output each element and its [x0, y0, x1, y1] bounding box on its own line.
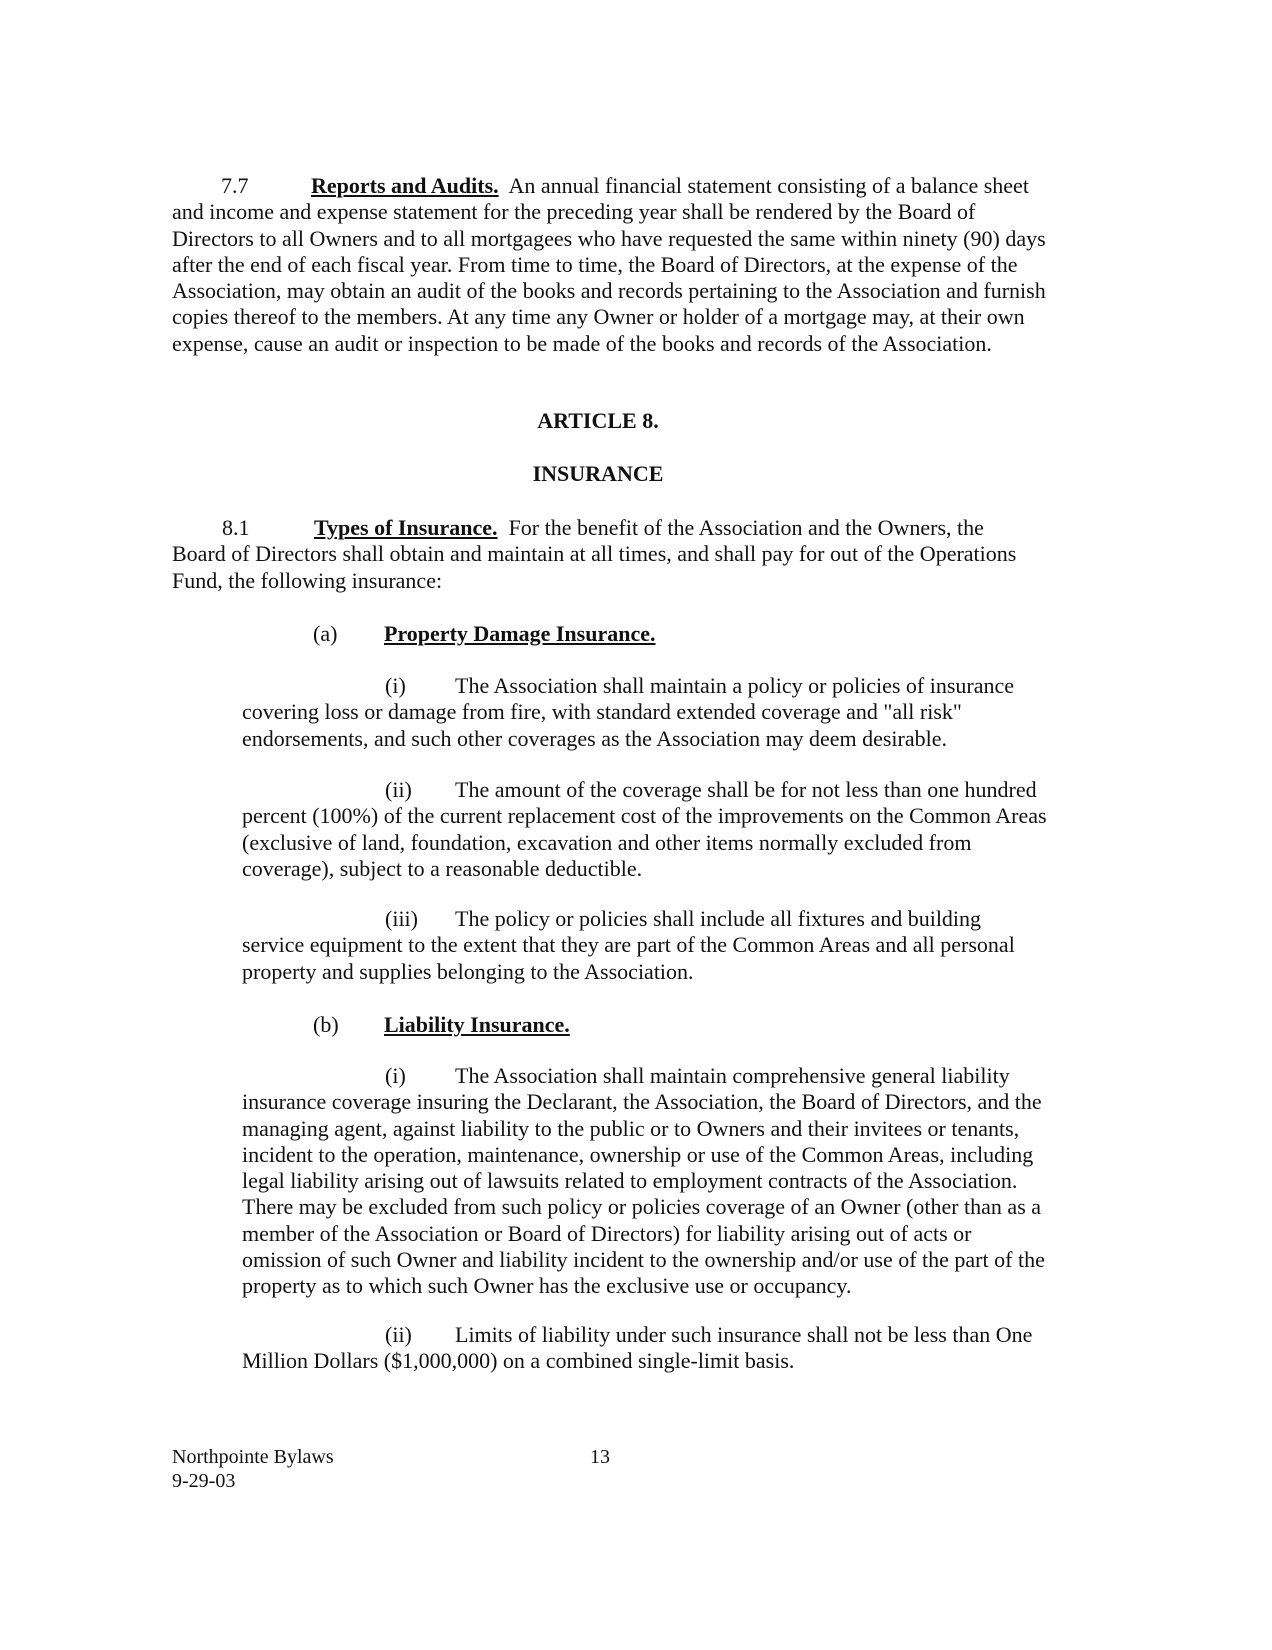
clause-first-line [242, 1063, 1062, 1089]
text-line: member of the Association or Board of Directors) for liability arising out of acts or [242, 1220, 972, 1246]
subsection-a-heading [313, 621, 656, 647]
text-line: property and supplies belonging to the Association. [242, 958, 694, 984]
subsection-label: (b) [313, 1012, 339, 1037]
text-line: An annual financial statement consisting of a balance sheet [508, 173, 1029, 198]
text-line: service equipment to the extent that they are part of the Common Areas and all personal [242, 932, 1015, 958]
text-line: incident to the operation, maintenance, ownership or use of the Common Areas, including [242, 1141, 1034, 1167]
footer-date: 9-29-03 [172, 1470, 236, 1492]
text-line: The amount of the coverage shall be for not less than one hundred [455, 777, 1037, 802]
text-line: The policy or policies shall include all fixtures and building [455, 906, 982, 931]
page-number: 13 [590, 1446, 610, 1468]
clause-b-ii [242, 1322, 1062, 1375]
footer-doc-name: Northpointe Bylaws [172, 1446, 334, 1468]
clause-first-line [242, 673, 1062, 699]
clause-label: (i) [385, 1063, 406, 1088]
text-line: legal liability arising out of lawsuits related to employment contracts of the Association. [242, 1168, 1018, 1194]
text-line: Limits of liability under such insurance shall not be less than One [455, 1322, 1033, 1347]
text-line: expense, cause an audit or inspection to be made of the books and records of the Association. [172, 330, 992, 356]
text-line: endorsements, and such other coverages as the Association may deem desirable. [242, 725, 947, 751]
section-heading: Types of Insurance. [314, 515, 498, 540]
section-7-7-first-line [172, 173, 1072, 199]
section-8-1-first-line [172, 515, 1072, 541]
text-line: The Association shall maintain a policy or policies of insurance [455, 673, 1015, 698]
subsection-heading: Property Damage Insurance. [384, 621, 656, 646]
text-line: after the end of each fiscal year. From time to time, the Board of Directors, at the expense of the [172, 251, 1018, 277]
clause-first-line [242, 777, 1062, 803]
article-title: INSURANCE [532, 461, 664, 486]
clause-label: (ii) [385, 1322, 412, 1347]
clause-a-i [242, 673, 1062, 752]
clause-b-i [242, 1063, 1062, 1300]
section-8-1 [172, 515, 1072, 594]
text-line: Fund, the following insurance: [172, 567, 443, 593]
text-line: copies thereof to the members. At any time any Owner or holder of a mortgage may, at their own [172, 304, 1025, 330]
text-line: Million Dollars ($1,000,000) on a combined single-limit basis. [242, 1348, 795, 1374]
text-line: covering loss or damage from fire, with standard extended coverage and "all risk" [242, 699, 962, 725]
subsection-label: (a) [313, 621, 338, 646]
clause-label: (ii) [385, 777, 412, 802]
clause-a-ii [242, 777, 1062, 882]
text-line: (exclusive of land, foundation, excavation and other items normally excluded from [242, 829, 972, 855]
clause-a-iii [242, 906, 1062, 985]
text-line: Board of Directors shall obtain and maintain at all times, and shall pay for out of the Operations [172, 541, 1017, 567]
clause-first-line [242, 906, 1062, 932]
section-heading: Reports and Audits. [311, 173, 499, 198]
subsection-b-heading [313, 1012, 570, 1038]
text-line: insurance coverage insuring the Declarant, the Association, the Board of Directors, and the [242, 1089, 1042, 1115]
clause-label: (i) [385, 673, 406, 698]
section-number: 7.7 [221, 173, 249, 198]
text-line: Directors to all Owners and to all mortgagees who have requested the same within ninety (90) days [172, 225, 1046, 251]
text-line: There may be excluded from such policy or policies coverage of an Owner (other than as a [242, 1194, 1042, 1220]
text-line: coverage), subject to a reasonable deductible. [242, 855, 643, 881]
text-line: managing agent, against liability to the public or to Owners and their invitees or tenants, [242, 1115, 1020, 1141]
text-line: For the benefit of the Association and the Owners, the [508, 515, 984, 540]
subsection-heading: Liability Insurance. [384, 1012, 570, 1037]
text-line: percent (100%) of the current replacement cost of the improvements on the Common Areas [242, 803, 1047, 829]
text-line: The Association shall maintain comprehensive general liability [455, 1063, 1010, 1088]
clause-first-line [242, 1322, 1062, 1348]
text-line: and income and expense statement for the preceding year shall be rendered by the Board of [172, 199, 976, 225]
clause-label: (iii) [385, 906, 418, 931]
article-number: ARTICLE 8. [537, 408, 659, 433]
text-line: property as to which such Owner has the exclusive use or occupancy. [242, 1273, 852, 1299]
text-line: omission of such Owner and liability incident to the ownership and/or use of the part of the [242, 1247, 1045, 1273]
text-line: Association, may obtain an audit of the books and records pertaining to the Association and furnish [172, 278, 1046, 304]
section-number: 8.1 [222, 515, 250, 540]
section-7-7 [172, 173, 1072, 357]
